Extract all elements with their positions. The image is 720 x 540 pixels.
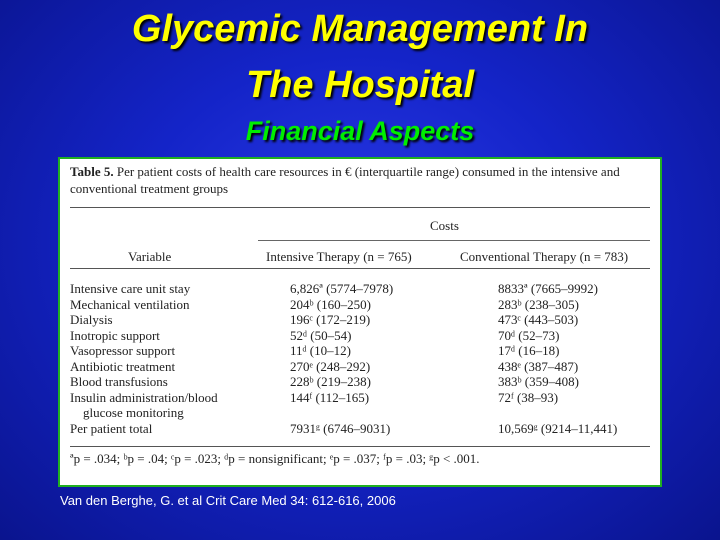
row-label: Vasopressor support	[70, 343, 176, 358]
row-label: Mechanical ventilation	[70, 296, 190, 312]
intensive-value: 52ᵈ (50–54)	[290, 327, 352, 343]
column-header-variable: Variable	[128, 249, 172, 264]
cost-table	[70, 163, 650, 467]
intensive-value: 228ᵇ (219–238)	[290, 374, 371, 389]
intensive-value: 196ᶜ (172–219)	[290, 312, 371, 327]
table-caption	[70, 163, 650, 197]
row-label: Intensive care unit stay	[70, 281, 191, 296]
intensive-value: 11ᵈ (10–12)	[290, 343, 351, 358]
table-caption-label: Table 5.	[70, 164, 114, 179]
conventional-value: 473ᶜ (443–503)	[498, 312, 579, 327]
row-label: Inotropic support	[70, 327, 160, 343]
table-row	[70, 328, 650, 344]
table-image-panel	[58, 157, 662, 487]
intensive-value: 204ᵇ (160–250)	[290, 296, 371, 312]
table-row	[70, 374, 650, 390]
intensive-value: 6,826ª (5774–7978)	[290, 281, 394, 296]
table-footnote: ªp = .034; ᵇp = .04; ᶜp = .023; ᵈp = nonsignificant; ᵉp = .037; ᶠp = .03; ᵍp < .001.	[70, 446, 650, 467]
citation: Van den Berghe, G. et al Crit Care Med 34: 612-616, 2006	[60, 493, 396, 508]
table-row	[70, 297, 650, 313]
intensive-value: 7931ᵍ (6746–9031)	[290, 420, 391, 436]
row-label: Insulin administration/blood	[70, 389, 218, 405]
slide-subtitle: Financial Aspects	[245, 116, 475, 146]
slide-title-line-2: The Hospital	[245, 64, 475, 106]
intensive-value: 270ᵉ (248–292)	[290, 358, 371, 374]
table-row	[70, 359, 650, 375]
row-label: glucose monitoring	[70, 405, 184, 420]
conventional-value: 72ᶠ (38–93)	[498, 389, 559, 405]
row-label: Per patient total	[70, 420, 153, 436]
costs-rule	[258, 240, 650, 241]
costs-header: Costs	[430, 218, 459, 233]
row-label: Blood transfusions	[70, 374, 168, 389]
conventional-value: 17ᵈ (16–18)	[498, 343, 560, 358]
table-caption-text: Per patient costs of health care resources in € (interquartile range) consumed in the intensive and conventional treatment groups	[70, 164, 620, 196]
column-header-intensive: Intensive Therapy (n = 765)	[266, 249, 412, 264]
conventional-value: 10,569ᵍ (9214–11,441)	[498, 420, 618, 436]
row-label: Antibiotic treatment	[70, 358, 176, 374]
table-row	[70, 343, 650, 359]
table-row	[70, 421, 650, 437]
table-row	[70, 312, 650, 328]
table-header	[70, 208, 650, 268]
table-row	[70, 281, 650, 297]
row-label: Dialysis	[70, 312, 113, 327]
conventional-value: 283ᵇ (238–305)	[498, 296, 579, 312]
slide-title-line-1: Glycemic Management In	[131, 8, 589, 50]
table-row	[70, 405, 650, 421]
intensive-value: 144ᶠ (112–165)	[290, 389, 370, 405]
conventional-value: 438ᵉ (387–487)	[498, 358, 579, 374]
column-header-conventional: Conventional Therapy (n = 783)	[460, 249, 629, 264]
conventional-value: 70ᵈ (52–73)	[498, 327, 560, 343]
table-row	[70, 390, 650, 406]
conventional-value: 383ᵇ (359–408)	[498, 374, 579, 389]
table-body	[70, 269, 650, 436]
conventional-value: 8833ª (7665–9992)	[498, 281, 598, 296]
